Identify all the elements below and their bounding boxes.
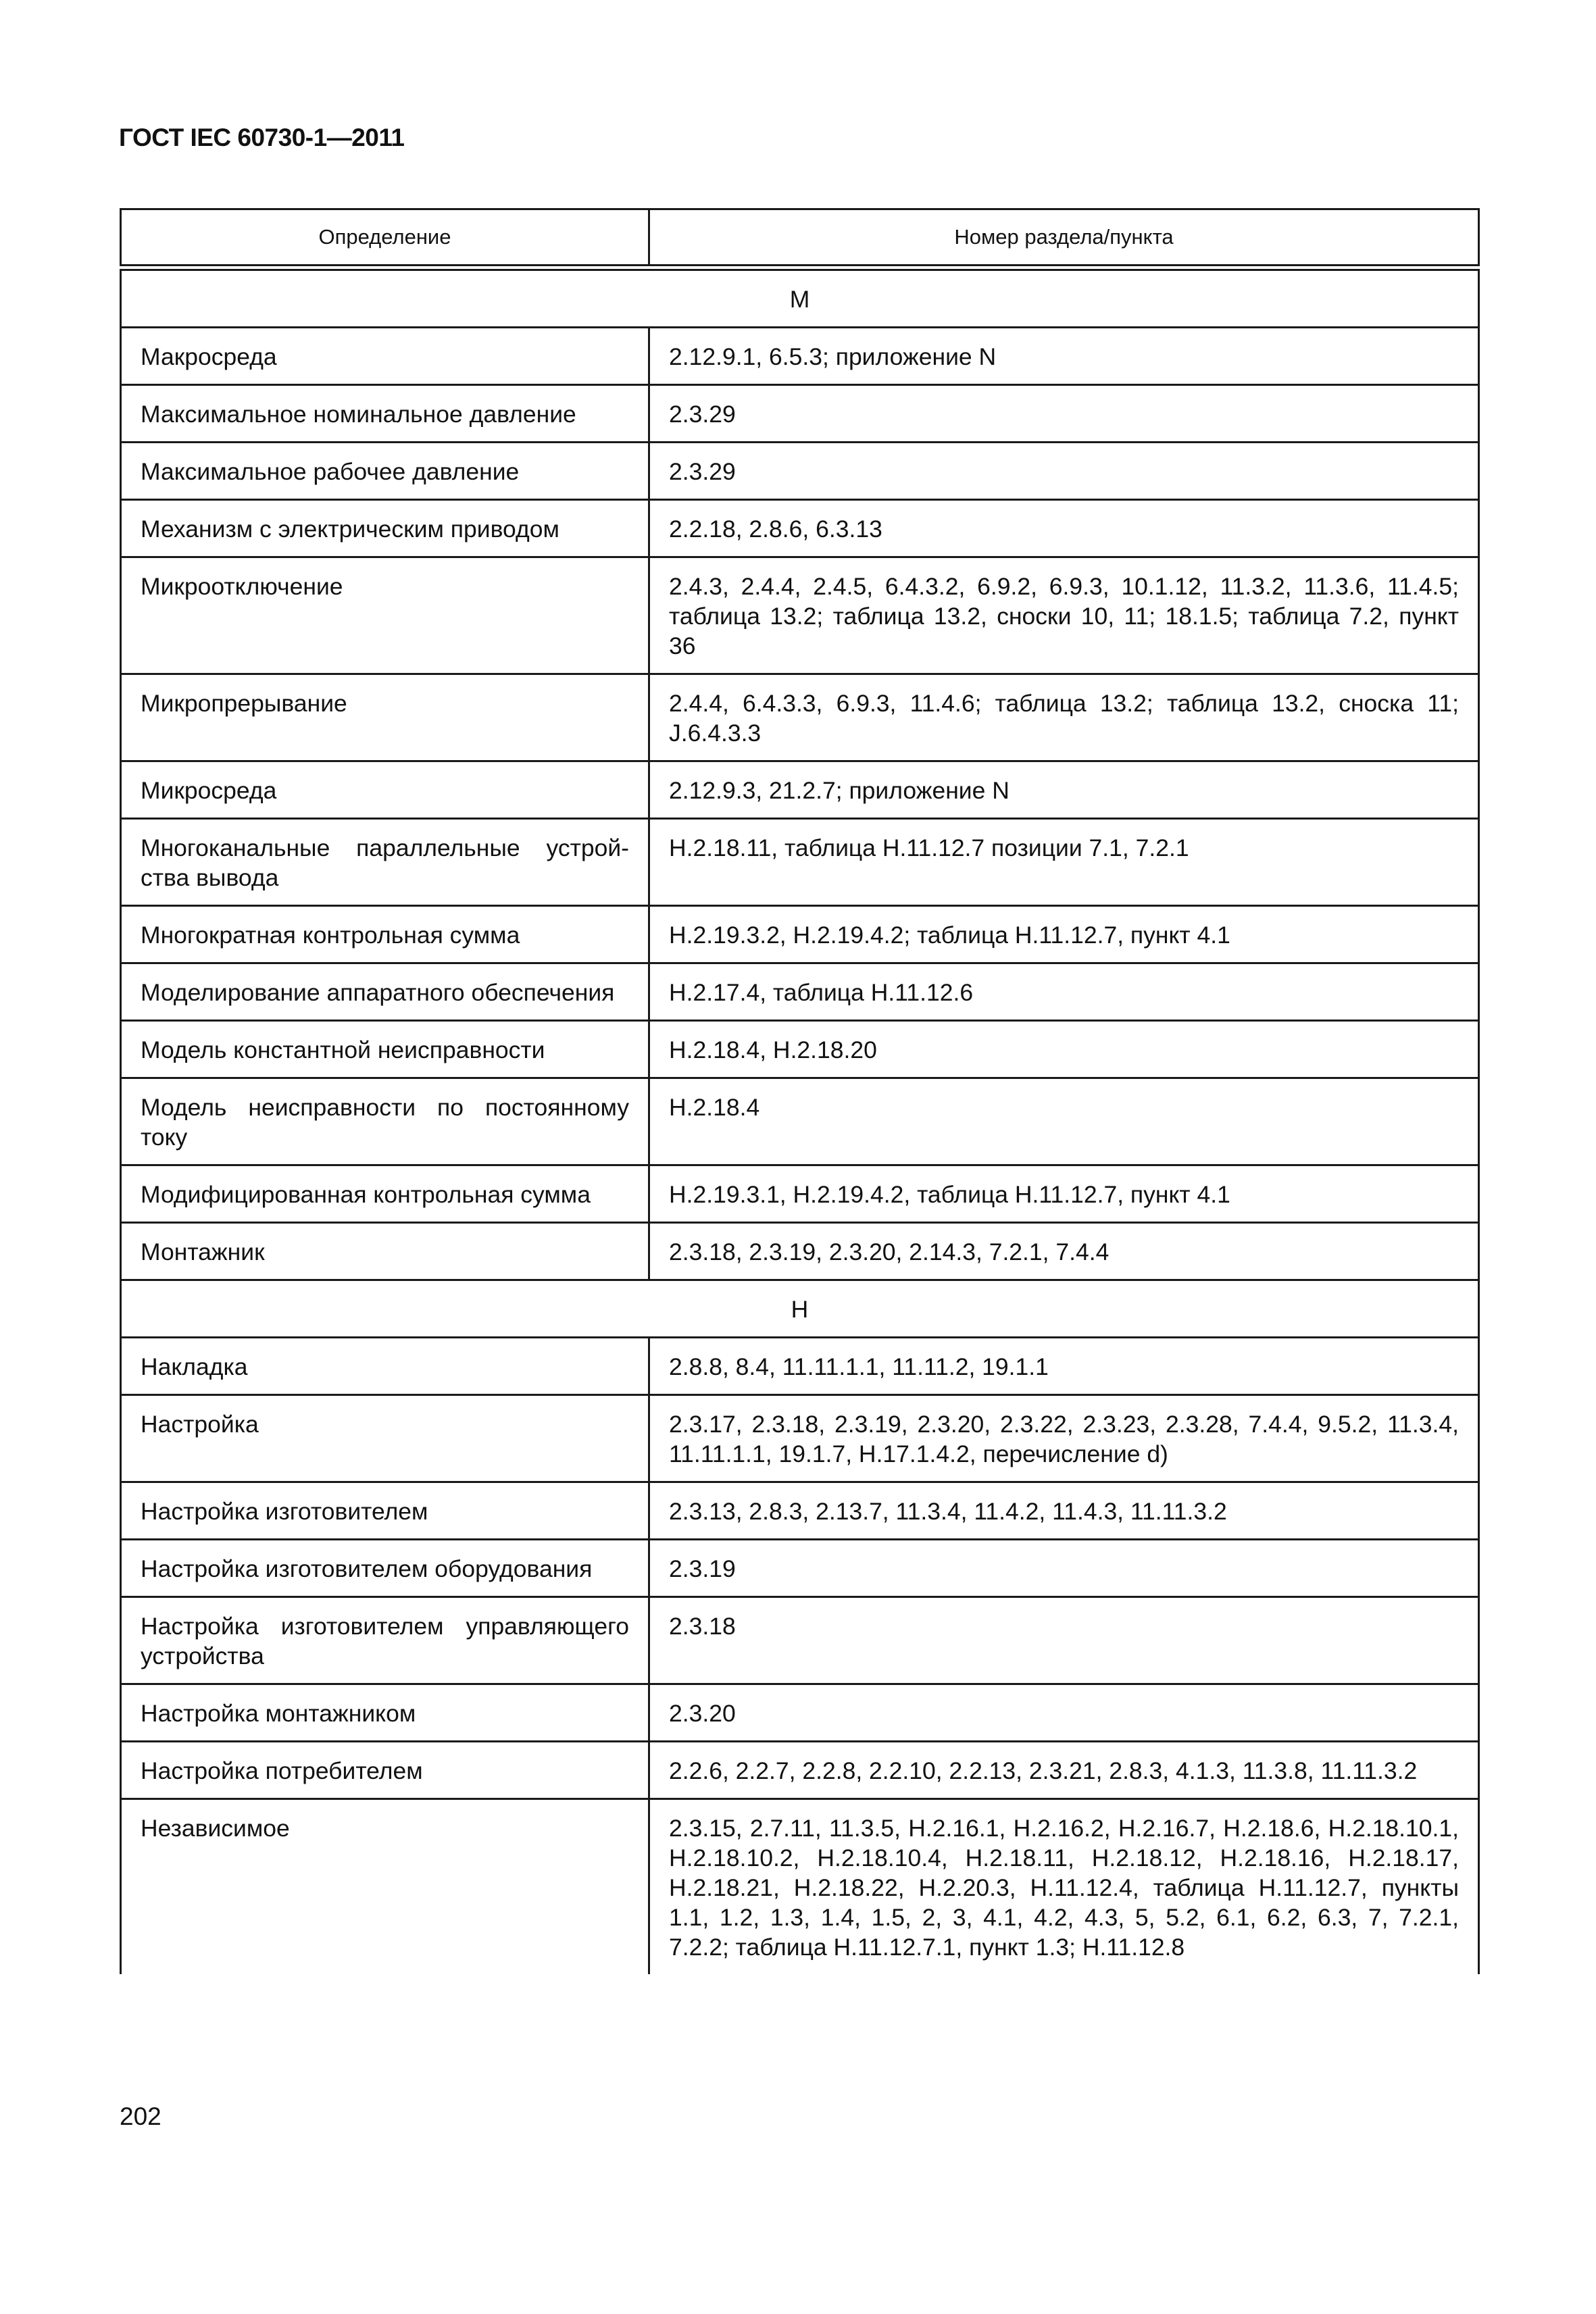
reference-cell bbox=[649, 500, 1479, 557]
table-body bbox=[121, 268, 1479, 1974]
table-header-row bbox=[121, 209, 1479, 268]
letter-group-label: М bbox=[789, 286, 810, 313]
term-text: Настройка изготовителем оборудования bbox=[141, 1555, 593, 1582]
reference-text: 2.8.8, 8.4, 11.11.1.1, 11.11.2, 19.1.1 bbox=[669, 1353, 1049, 1380]
reference-text: H.2.18.11, таблица H.11.12.7 позиции 7.1, 7.2.1 bbox=[669, 834, 1189, 861]
reference-cell bbox=[649, 557, 1479, 674]
page-number: 202 bbox=[120, 2103, 161, 2130]
term-cell bbox=[121, 1482, 649, 1540]
reference-text: 2.4.3, 2.4.4, 2.4.5, 6.4.3.2, 6.9.2, 6.9.3, 10.1.12, 11.3.2, 11.3.6, 11.4.5; таблица 13.2; таблица 13.2, сноски 10, 11; 18.1.5; таблица 7.2, пункт 36 bbox=[669, 573, 1459, 659]
letter-group-cell bbox=[121, 1280, 1479, 1338]
table-row bbox=[121, 500, 1479, 557]
letter-group-row bbox=[121, 268, 1479, 328]
reference-cell bbox=[649, 1540, 1479, 1597]
term-cell bbox=[121, 385, 649, 443]
term-cell bbox=[121, 1540, 649, 1597]
term-text: Моделирование аппаратного обеспечения bbox=[141, 979, 615, 1006]
table-row bbox=[121, 385, 1479, 443]
term-text: Накладка bbox=[141, 1353, 248, 1380]
table-row bbox=[121, 963, 1479, 1021]
term-text: Макросреда bbox=[141, 343, 277, 370]
table-row bbox=[121, 761, 1479, 819]
term-cell bbox=[121, 1742, 649, 1799]
reference-cell bbox=[649, 1338, 1479, 1395]
reference-cell bbox=[649, 1482, 1479, 1540]
reference-text: 2.4.4, 6.4.3.3, 6.9.3, 11.4.6; таблица 13.2; таблица 13.2, сноска 11; J.6.4.3.3 bbox=[669, 690, 1459, 747]
reference-cell bbox=[649, 1684, 1479, 1742]
reference-text: 2.3.15, 2.7.11, 11.3.5, H.2.16.1, H.2.16.2, H.2.16.7, H.2.18.6, H.2.18.10.1, H.2.18.10.2, H.2.18.10.4, H.2.18.11, H.2.18.12, H.2.18.16, H.2.18.17, H.2.18.21, H.2.18.22, H.2.20.3, H.11.12.4, таблица H.11.12.7, пункты 1.1, 1.2, 1.3, 1.4, 1.5, 2, 3, 4.1, 4.2, 4.3, 5, 5.2, 6.1, 6.2, 6.3, 7, 7.2.1, 7.2.2; таблица H.11.12.7.1, пункт 1.3; H.11.12.8 bbox=[669, 1815, 1459, 1961]
term-text: Настройка монтажником bbox=[141, 1700, 416, 1727]
term-cell bbox=[121, 557, 649, 674]
table-row bbox=[121, 1223, 1479, 1280]
term-text: Настройка потребителем bbox=[141, 1757, 423, 1784]
table-row bbox=[121, 819, 1479, 906]
term-cell bbox=[121, 500, 649, 557]
term-cell bbox=[121, 1165, 649, 1223]
term-cell bbox=[121, 1395, 649, 1482]
reference-cell bbox=[649, 1021, 1479, 1078]
reference-text: H.2.18.4, H.2.18.20 bbox=[669, 1036, 877, 1063]
term-text: Модель неисправности по постоянному току bbox=[141, 1094, 629, 1151]
term-text: Настройка изготовителем управляющего устройства bbox=[141, 1613, 629, 1669]
reference-cell bbox=[649, 1597, 1479, 1684]
reference-text: H.2.18.4 bbox=[669, 1094, 760, 1121]
term-text: Многократная контрольная сумма bbox=[141, 922, 520, 949]
term-cell bbox=[121, 1799, 649, 1975]
reference-cell bbox=[649, 761, 1479, 819]
term-text: Настройка bbox=[141, 1411, 259, 1438]
term-text: Микросреда bbox=[141, 777, 277, 804]
table-row bbox=[121, 1684, 1479, 1742]
reference-text: 2.3.13, 2.8.3, 2.13.7, 11.3.4, 11.4.2, 11.4.3, 11.11.3.2 bbox=[669, 1498, 1227, 1525]
letter-group-label: Н bbox=[791, 1296, 809, 1323]
reference-cell bbox=[649, 1395, 1479, 1482]
term-cell bbox=[121, 906, 649, 963]
term-text: Максимальное номинальное давление bbox=[141, 401, 576, 428]
reference-text: 2.3.18 bbox=[669, 1613, 736, 1640]
reference-text: H.2.19.3.2, H.2.19.4.2; таблица H.11.12.7, пункт 4.1 bbox=[669, 922, 1230, 949]
term-cell bbox=[121, 819, 649, 906]
term-text: Модифицированная контрольная сумма bbox=[141, 1181, 591, 1208]
term-cell bbox=[121, 1597, 649, 1684]
table-row bbox=[121, 1395, 1479, 1482]
reference-cell bbox=[649, 963, 1479, 1021]
reference-text: 2.3.17, 2.3.18, 2.3.19, 2.3.20, 2.3.22, 2.3.23, 2.3.28, 7.4.4, 9.5.2, 11.3.4, 11.11.1.1, 19.1.7, H.17.1.4.2, перечисление d) bbox=[669, 1411, 1459, 1467]
term-cell bbox=[121, 674, 649, 761]
reference-cell bbox=[649, 1165, 1479, 1223]
term-cell bbox=[121, 1223, 649, 1280]
reference-text: 2.3.20 bbox=[669, 1700, 736, 1727]
term-text: Многоканальные параллельные устройства вывода bbox=[141, 834, 629, 891]
reference-text: 2.12.9.3, 21.2.7; приложение N bbox=[669, 777, 1009, 804]
table-row bbox=[121, 906, 1479, 963]
table-row bbox=[121, 1540, 1479, 1597]
document-header: ГОСТ IEC 60730-1—2011 bbox=[119, 124, 405, 151]
table-row bbox=[121, 1742, 1479, 1799]
term-cell bbox=[121, 1021, 649, 1078]
table-row bbox=[121, 1078, 1479, 1165]
table-row bbox=[121, 674, 1479, 761]
term-text: Механизм с электрическим приводом bbox=[141, 515, 559, 543]
reference-cell bbox=[649, 443, 1479, 500]
term-cell bbox=[121, 761, 649, 819]
reference-text: 2.3.18, 2.3.19, 2.3.20, 2.14.3, 7.2.1, 7.4.4 bbox=[669, 1238, 1109, 1265]
term-text: Настройка изготовителем bbox=[141, 1498, 428, 1525]
term-cell bbox=[121, 443, 649, 500]
term-cell bbox=[121, 1338, 649, 1395]
table-row bbox=[121, 443, 1479, 500]
reference-text: 2.3.29 bbox=[669, 458, 736, 485]
term-text: Микроотключение bbox=[141, 573, 343, 600]
term-cell bbox=[121, 1078, 649, 1165]
term-text: Монтажник bbox=[141, 1238, 265, 1265]
reference-cell bbox=[649, 1078, 1479, 1165]
reference-cell bbox=[649, 906, 1479, 963]
index-table bbox=[120, 208, 1480, 1974]
reference-text: H.2.17.4, таблица H.11.12.6 bbox=[669, 979, 974, 1006]
term-text: Независимое bbox=[141, 1815, 290, 1842]
term-text: Максимальное рабочее давление bbox=[141, 458, 520, 485]
term-cell bbox=[121, 328, 649, 385]
term-cell bbox=[121, 963, 649, 1021]
reference-cell bbox=[649, 1799, 1479, 1975]
table-row bbox=[121, 1165, 1479, 1223]
reference-text: 2.2.18, 2.8.6, 6.3.13 bbox=[669, 515, 882, 543]
table-row bbox=[121, 557, 1479, 674]
term-text: Микропрерывание bbox=[141, 690, 347, 717]
reference-cell bbox=[649, 328, 1479, 385]
reference-cell bbox=[649, 819, 1479, 906]
reference-cell bbox=[649, 1223, 1479, 1280]
table-row bbox=[121, 328, 1479, 385]
table-row bbox=[121, 1021, 1479, 1078]
reference-cell bbox=[649, 1742, 1479, 1799]
column-header-definition: Определение bbox=[121, 209, 649, 268]
reference-cell bbox=[649, 674, 1479, 761]
letter-group-cell bbox=[121, 268, 1479, 328]
reference-text: 2.3.19 bbox=[669, 1555, 736, 1582]
table-row bbox=[121, 1338, 1479, 1395]
term-cell bbox=[121, 1684, 649, 1742]
column-header-section-number: Номер раздела/пункта bbox=[649, 209, 1479, 268]
table-row bbox=[121, 1482, 1479, 1540]
reference-cell bbox=[649, 385, 1479, 443]
reference-text: H.2.19.3.1, H.2.19.4.2, таблица H.11.12.7, пункт 4.1 bbox=[669, 1181, 1230, 1208]
reference-text: 2.3.29 bbox=[669, 401, 736, 428]
letter-group-row bbox=[121, 1280, 1479, 1338]
table-row bbox=[121, 1597, 1479, 1684]
reference-text: 2.12.9.1, 6.5.3; приложение N bbox=[669, 343, 997, 370]
reference-text: 2.2.6, 2.2.7, 2.2.8, 2.2.10, 2.2.13, 2.3.21, 2.8.3, 4.1.3, 11.3.8, 11.11.3.2 bbox=[669, 1757, 1418, 1784]
table-row bbox=[121, 1799, 1479, 1975]
term-text: Модель константной неисправности bbox=[141, 1036, 545, 1063]
